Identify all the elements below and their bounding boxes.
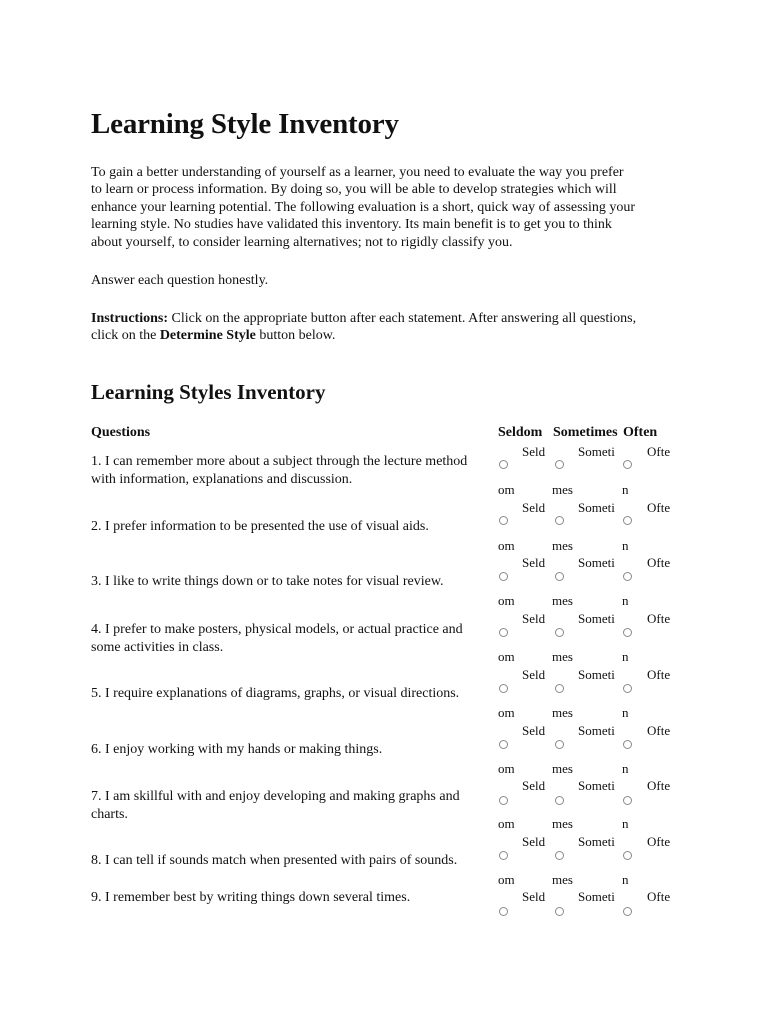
determine-style-ref: Determine Style [159,328,256,344]
seldom-label-fragment: Seld [522,611,546,626]
sometimes-label-fragment: mes [552,761,573,776]
often-label-fragment: n [622,872,629,887]
question-1 [91,453,497,489]
often-label-fragment: Ofte [647,667,671,682]
often-label-fragment: Ofte [647,611,671,626]
q5-seldom-radio[interactable] [499,684,508,693]
seldom-label-fragment: om [498,649,515,664]
sometimes-label-fragment: Someti [578,500,615,515]
q2-sometimes-radio[interactable] [555,516,564,525]
q1-sometimes-radio[interactable] [555,460,564,469]
sometimes-label-fragment: mes [552,705,573,720]
q3-sometimes-radio[interactable] [555,572,564,581]
often-label-fragment: Ofte [647,778,671,793]
sometimes-label-fragment: Someti [578,611,615,626]
question-8 [91,852,497,870]
seldom-label-fragment: om [498,593,515,608]
instructions-line-2 [91,327,636,344]
q7-seldom-radio[interactable] [499,796,508,805]
sometimes-label-fragment: Someti [578,889,615,904]
sometimes-label-fragment: mes [552,482,573,497]
often-label-fragment: Ofte [647,889,671,904]
question-7 [91,788,497,824]
q7-often-radio[interactable] [623,796,632,805]
seldom-label-fragment: om [498,761,515,776]
often-label-fragment: Ofte [647,723,671,738]
instructions-line-1 [91,310,636,327]
often-label-fragment: n [622,761,629,776]
seldom-label-fragment: Seld [522,444,546,459]
page-title: Learning Style Inventory [91,108,399,140]
instructions-text: click on the [91,328,160,344]
instructions-label: Instructions: [91,311,169,326]
questions-header: Questions [91,425,151,440]
q5-sometimes-radio[interactable] [555,684,564,693]
intro-line: enhance your learning potential. The following evaluation is a short, quick way of assessing your [91,199,636,215]
question-9 [91,889,497,907]
sometimes-label-fragment: mes [552,538,573,553]
q7-sometimes-radio[interactable] [555,796,564,805]
question-text: charts. [91,807,128,822]
often-label-fragment: n [622,538,629,553]
question-text: 2. I prefer information to be presented the use of visual aids. [91,519,429,534]
q6-seldom-radio[interactable] [499,740,508,749]
seldom-label-fragment: Seld [522,889,546,904]
question-text: with information, explanations and discussion. [91,472,353,487]
sometimes-label-fragment: Someti [578,723,615,738]
sometimes-label-fragment: mes [552,593,573,608]
intro-line: about yourself, to consider learning alternatives; not to rigidly classify you. [91,234,513,250]
q2-seldom-radio[interactable] [499,516,508,525]
sometimes-label-fragment: Someti [578,778,615,793]
seldom-label-fragment: om [498,816,515,831]
seldom-label-fragment: om [498,872,515,887]
seldom-label-fragment: Seld [522,834,546,849]
seldom-label-fragment: om [498,482,515,497]
question-6 [91,741,497,759]
q6-often-radio[interactable] [623,740,632,749]
often-header: Often [623,425,658,440]
q2-often-radio[interactable] [623,516,632,525]
seldom-label-fragment: Seld [522,723,546,738]
intro-line: to learn or process information. By doing so, you will be able to develop strategies which will [91,182,617,198]
often-label-fragment: n [622,816,629,831]
instructions-text: button below. [255,328,336,344]
often-label-fragment: Ofte [647,500,671,515]
q4-sometimes-radio[interactable] [555,628,564,637]
seldom-header: Seldom [498,425,543,440]
q8-sometimes-radio[interactable] [555,851,564,860]
seldom-label-fragment: Seld [522,778,546,793]
q8-often-radio[interactable] [623,851,632,860]
often-label-fragment: n [622,705,629,720]
instructions-text: Click on the appropriate button after each statement. After answering all questions, [168,311,637,326]
sometimes-label-fragment: Someti [578,444,615,459]
sometimes-label-fragment: Someti [578,667,615,682]
question-text: 4. I prefer to make posters, physical models, or actual practice and [91,622,463,637]
often-label-fragment: n [622,649,629,664]
question-3 [91,573,497,591]
question-text: some activities in class. [91,640,224,655]
q9-often-radio[interactable] [623,907,632,916]
q4-seldom-radio[interactable] [499,628,508,637]
intro-line: learning style. No studies have validated this inventory. Its main benefit is to get you to think [91,217,612,233]
often-label-fragment: Ofte [647,555,671,570]
q9-seldom-radio[interactable] [499,907,508,916]
q4-often-radio[interactable] [623,628,632,637]
seldom-label-fragment: Seld [522,667,546,682]
q8-seldom-radio[interactable] [499,851,508,860]
sometimes-label-fragment: mes [552,872,573,887]
often-label-fragment: n [622,593,629,608]
question-text: 1. I can remember more about a subject through the lecture method [91,454,468,469]
q3-often-radio[interactable] [623,572,632,581]
question-5 [91,685,497,703]
question-text: 3. I like to write things down or to take notes for visual review. [91,574,444,589]
seldom-label-fragment: om [498,705,515,720]
form-title: Learning Styles Inventory [91,380,326,404]
q3-seldom-radio[interactable] [499,572,508,581]
q6-sometimes-radio[interactable] [555,740,564,749]
question-text: 8. I can tell if sounds match when presented with pairs of sounds. [91,853,458,868]
instructions-paragraph [91,310,636,345]
question-2 [91,518,497,536]
sometimes-label-fragment: mes [552,649,573,664]
seldom-label-fragment: om [498,538,515,553]
often-label-fragment: Ofte [647,444,671,459]
often-label-fragment: Ofte [647,834,671,849]
q9-sometimes-radio[interactable] [555,907,564,916]
sometimes-header: Sometimes [553,425,618,440]
seldom-label-fragment: Seld [522,555,546,570]
intro-paragraph [91,164,691,251]
question-4 [91,621,497,657]
answer-instruction: Answer each question honestly. [91,273,269,288]
q1-often-radio[interactable] [623,460,632,469]
q5-often-radio[interactable] [623,684,632,693]
seldom-label-fragment: Seld [522,500,546,515]
sometimes-label-fragment: mes [552,816,573,831]
sometimes-label-fragment: Someti [578,834,615,849]
often-label-fragment: n [622,482,629,497]
question-text: 5. I require explanations of diagrams, graphs, or visual directions. [91,686,460,701]
q1-seldom-radio[interactable] [499,460,508,469]
question-text: 6. I enjoy working with my hands or making things. [91,742,383,757]
question-text: 7. I am skillful with and enjoy developing and making graphs and [91,789,460,804]
question-text: 9. I remember best by writing things down several times. [91,890,411,905]
intro-line: To gain a better understanding of yourself as a learner, you need to evaluate the way you prefer [91,165,624,180]
sometimes-label-fragment: Someti [578,555,615,570]
